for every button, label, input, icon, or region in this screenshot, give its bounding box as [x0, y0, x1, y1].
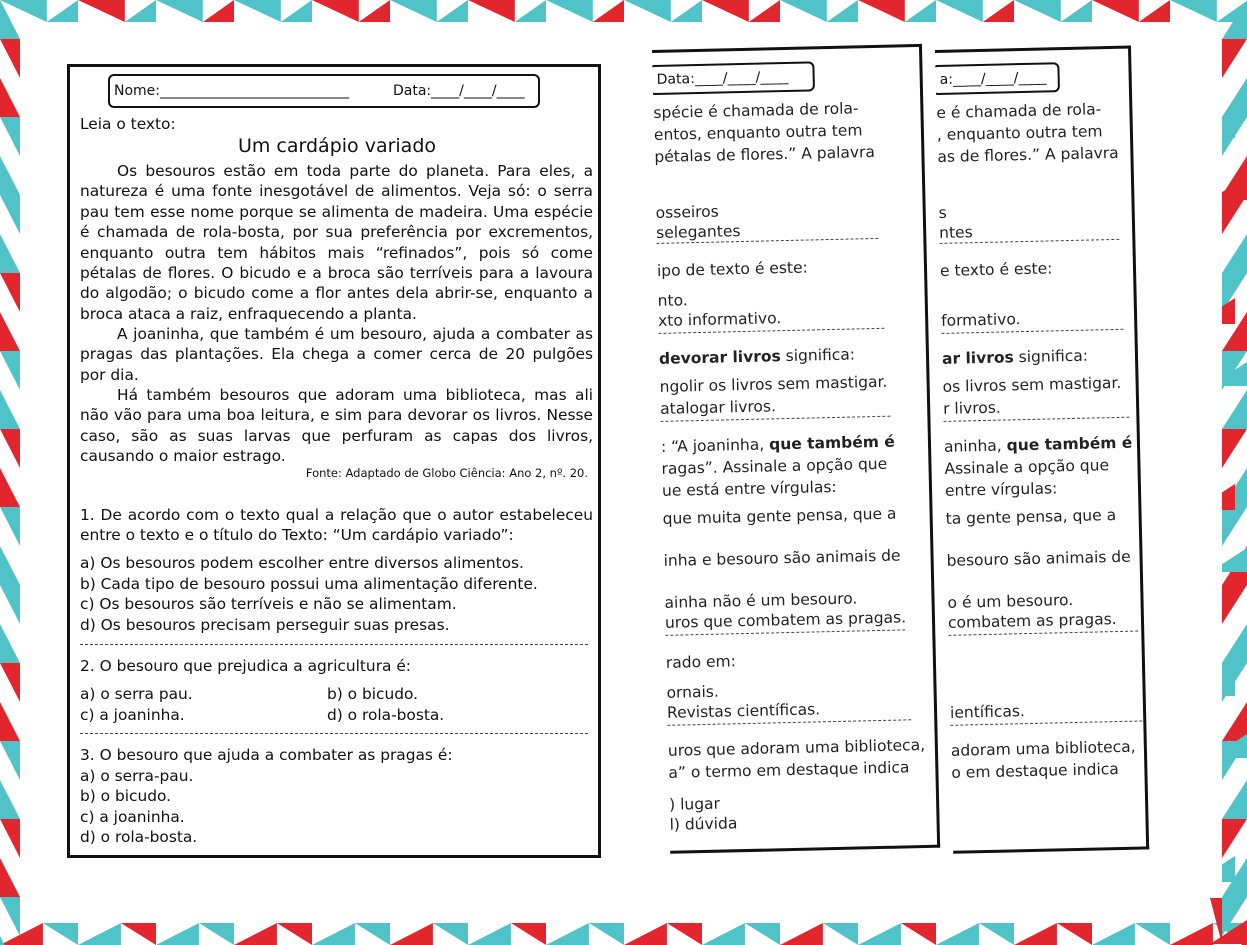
text-line: ientíficas.	[949, 702, 1026, 722]
name-date-box	[108, 74, 540, 108]
bold-term: que também é	[1006, 433, 1133, 455]
text-line: entre vírgulas:	[944, 479, 1058, 500]
worksheet-page-3-preview	[935, 46, 1149, 854]
text-line: ntes	[938, 223, 973, 242]
q1-option-c[interactable]: c) Os besouros são terríveis e não se alimentam.	[80, 595, 457, 613]
q1-option-d[interactable]: d) Os besouros precisam perseguir suas presas.	[80, 616, 450, 634]
text-line: l) dúvida	[669, 814, 738, 834]
text-line: : “A joaninha, que também é	[660, 432, 896, 456]
bold-term: ar livros	[941, 348, 1014, 368]
question-3-text: 3. O besouro que ajuda a combater as pragas é:	[80, 746, 453, 764]
q3-option-c[interactable]: c) a joaninha.	[80, 808, 185, 826]
source-citation: Fonte: Adaptado de Globo Ciência: Ano 2, nº. 20.	[305, 466, 588, 480]
text-line: o em destaque indica	[951, 760, 1119, 782]
q2-option-a[interactable]: a) o serra pau.	[80, 685, 193, 703]
text-line: ipo de texto é este:	[656, 258, 808, 280]
text-line: ) lugar	[668, 794, 721, 814]
text-line: adoram uma biblioteca,	[950, 737, 1136, 760]
text-line: devorar livros significa:	[658, 345, 856, 368]
text-line: selegantes	[655, 222, 741, 242]
text-line: , enquanto outra tem	[936, 122, 1103, 144]
question-2-text: 2. O besouro que prejudica a agricultura é:	[80, 657, 411, 675]
date-field-label[interactable]: a:____/____/____	[939, 69, 1047, 88]
bold-term: que também é	[768, 432, 896, 454]
q2-option-b[interactable]: b) o bicudo.	[327, 685, 419, 703]
text-line: uros que adoram uma biblioteca,	[667, 735, 926, 760]
text-line: inha e besouro são animais de	[663, 546, 901, 570]
text-line: Assinale a opção que	[944, 456, 1110, 478]
text-line: spécie é chamada de rola-	[653, 99, 859, 122]
text-line: a” o termo em destaque indica	[668, 758, 910, 782]
q1-option-b[interactable]: b) Cada tipo de besouro possui uma alimentação diferente.	[80, 575, 538, 593]
text-line: que muita gente pensa, que a	[662, 504, 897, 528]
worksheet-page	[67, 64, 601, 858]
text-line: r livros.	[942, 398, 1001, 418]
text-line: e é chamada de rola-	[936, 100, 1102, 122]
bold-term: devorar livros	[658, 347, 781, 368]
date-field-label[interactable]: Data:____/____/____	[393, 83, 525, 99]
q3-option-b[interactable]: b) o bicudo.	[80, 787, 172, 805]
date-field-label[interactable]: Data:____/____/____	[656, 68, 789, 88]
text-line: os livros sem mastigar.	[942, 373, 1122, 396]
text-line: s	[938, 203, 947, 222]
text-line: ar livros significa:	[941, 346, 1089, 368]
text-line: xto informativo.	[657, 309, 782, 330]
intro-text: Leia o texto:	[80, 115, 176, 133]
divider-line	[80, 644, 588, 645]
text-line: ta gente pensa, que a	[945, 506, 1117, 528]
text-line: e texto é este:	[939, 259, 1053, 280]
text-line: entos, enquanto outra tem	[653, 121, 863, 144]
text-line: ragas”. Assinale a opção que	[661, 454, 888, 478]
text-line: uros que combatem as pragas.	[664, 608, 907, 632]
name-field-label[interactable]: Nome:___________________________	[114, 83, 350, 99]
text-line: osseiros	[655, 202, 719, 222]
text-line: o é um besouro.	[947, 591, 1074, 612]
q3-option-d[interactable]: d) o rola-bosta.	[80, 828, 198, 846]
text-line: ainha não é um besouro.	[664, 589, 858, 612]
text-line: pétalas de flores.” A palavra	[654, 142, 876, 166]
text-line: combatem as pragas.	[947, 610, 1117, 632]
paragraph-3: Há também besouros que adoram uma biblioteca, mas ali não vão para uma boa leitura, e sim para devorar os livros. Nesse caso, são as suas larvas que perfuram as capas dos livros, causando o maior estrago.	[80, 386, 593, 466]
text-line: rado em:	[665, 652, 737, 672]
paragraph-2: A joaninha, que também é um besouro, ajuda a combater as pragas das plantações. Ela chega a comer cerca de 20 pulgões por dia.	[80, 325, 593, 384]
text-title: Um cardápio variado	[237, 135, 437, 157]
date-box	[652, 61, 815, 95]
text-line: atalogar livros.	[659, 397, 777, 418]
text-line: Revistas científicas.	[666, 700, 821, 722]
q3-option-a[interactable]: a) o serra-pau.	[80, 767, 194, 785]
q1-option-a[interactable]: a) Os besouros podem escolher entre diversos alimentos.	[80, 554, 524, 572]
worksheet-page-2-preview	[652, 44, 940, 854]
text-line: formativo.	[940, 310, 1021, 330]
paragraph-1: Os besouros estão em toda parte do planeta. Para eles, a natureza é uma fonte inesgotável de alimentos. Veja só: o serra pau tem esse nome porque se alimenta de madeira. Uma espécie é chamada de rola-bosta, por sua preferência por excrementos, enquanto outra tem hábitos mais “refinados”, pois só come pétalas de flores. O bicudo e a broca são terríveis para a lavoura do algodão; o bicudo come a flor antes dela abrir-se, enquanto a broca ataca a raiz, enfraquecendo a planta.	[80, 162, 593, 323]
q2-option-d[interactable]: d) o rola-bosta.	[327, 706, 445, 724]
date-box	[935, 62, 1060, 95]
text-line: besouro são animais de	[946, 547, 1131, 570]
text-line: aninha, que também é	[943, 433, 1133, 456]
divider-line	[80, 733, 588, 734]
text-line: ornais.	[666, 682, 719, 702]
text-line: nto.	[657, 291, 688, 310]
text-line: ngolir os livros sem mastigar.	[659, 372, 888, 396]
text-line: ue está entre vírgulas:	[661, 477, 837, 500]
text-line: as de flores.” A palavra	[937, 143, 1119, 166]
q2-option-c[interactable]: c) a joaninha.	[80, 706, 185, 724]
question-1-text: 1. De acordo com o texto qual a relação que o autor estabeleceu entre o texto e o título do Texto: “Um cardápio variado”:	[80, 506, 593, 545]
